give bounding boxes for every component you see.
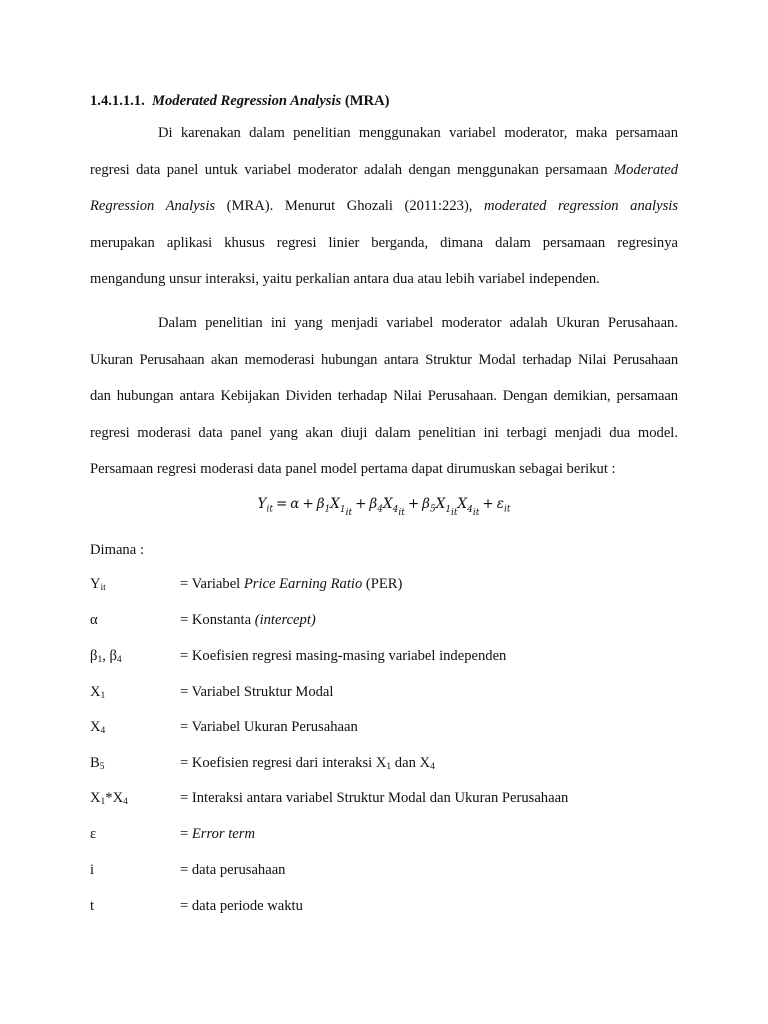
definition-symbol: t [90,898,95,914]
definition-symbol: $\beta_1$, $\beta_4$ [90,648,122,665]
definition-row [90,648,690,670]
definition-description: = Interaksi antara variabel Struktur Modal dan Ukuran Perusahaan [180,790,569,806]
definition-row [90,826,690,848]
definition-description: = Error term [180,826,255,842]
definition-row [90,790,690,812]
paragraph-line: Dalam penelitian ini yang menjadi variabel moderator adalah Ukuran Perusahaan. [158,315,678,331]
definition-description: = Variabel Price Earning Ratio (PER) [180,576,403,592]
definition-description: = Koefisien regresi dari interaksi $X_1$ dan $X_4$ [180,755,435,772]
definition-symbol: i [90,862,95,878]
paragraph-line: regresi moderasi data panel yang akan diuji dalam penelitian ini terbagi menjadi dua model. [90,424,678,441]
dimana-label: Dimana : [90,542,144,558]
paragraph-line: regresi data panel untuk variabel moderator adalah dengan menggunakan persamaan Moderated [90,161,678,178]
definition-symbol: $Y_{it}$ [90,576,106,593]
definition-row [90,719,690,741]
definition-symbol: $X_1$ [90,684,106,701]
paragraph-2 [90,305,678,488]
section-number: 1.4.1.1.1. [90,93,145,109]
definition-description: = data perusahaan [180,862,286,878]
paragraph-1 [90,115,678,298]
definition-symbol: $B_5$ [90,755,105,772]
section-title-suffix: (MRA) [344,93,390,109]
definition-row [90,755,690,777]
definition-row [90,612,690,634]
definition-row [90,684,690,706]
definition-symbol: $X_4$ [90,719,106,736]
definition-description: = Variabel Struktur Modal [180,684,334,700]
paragraph-line: Di karenakan dalam penelitian menggunakan variabel moderator, maka persamaan [158,125,678,141]
definition-row [90,576,690,598]
regression-formula: $Y_{it} = \alpha + \beta_1X_{1_{it}}+ \beta_4X_{4_{it}}+ \beta_5X_{1_{it}}X_{4_{it}}+ \varepsilon_{it}$ [257,496,511,518]
definition-row [90,898,690,920]
definition-row [90,862,690,884]
section-heading [90,93,389,110]
definition-description: = data periode waktu [180,898,303,914]
definition-description: = Koefisien regresi masing-masing variabel independen [180,648,507,664]
definition-symbol: ε [90,826,97,842]
definition-symbol: α [90,612,98,628]
definition-description: = Konstanta (intercept) [180,612,316,628]
paragraph-line: Ukuran Perusahaan akan memoderasi hubungan antara Struktur Modal terhadap Nilai Perusahaan [90,351,678,368]
definition-symbol: $X_1*X_4$ [90,790,128,807]
paragraph-line: mengandung unsur interaksi, yaitu perkalian antara dua atau lebih variabel independen. [90,271,600,287]
paragraph-line: Regression Analysis (MRA). Menurut Ghozali (2011:223), moderated regression analysis [90,198,678,214]
section-title: Moderated Regression Analysis [152,93,342,109]
paragraph-line: Persamaan regresi moderasi data panel model pertama dapat dirumuskan sebagai berikut : [90,461,616,477]
paragraph-line: dan hubungan antara Kebijakan Dividen terhadap Nilai Perusahaan. Dengan demikian, persamaan [90,388,678,404]
paragraph-line: merupakan aplikasi khusus regresi linier berganda, dimana dalam persamaan regresinya [90,234,678,251]
definition-description: = Variabel Ukuran Perusahaan [180,719,358,735]
